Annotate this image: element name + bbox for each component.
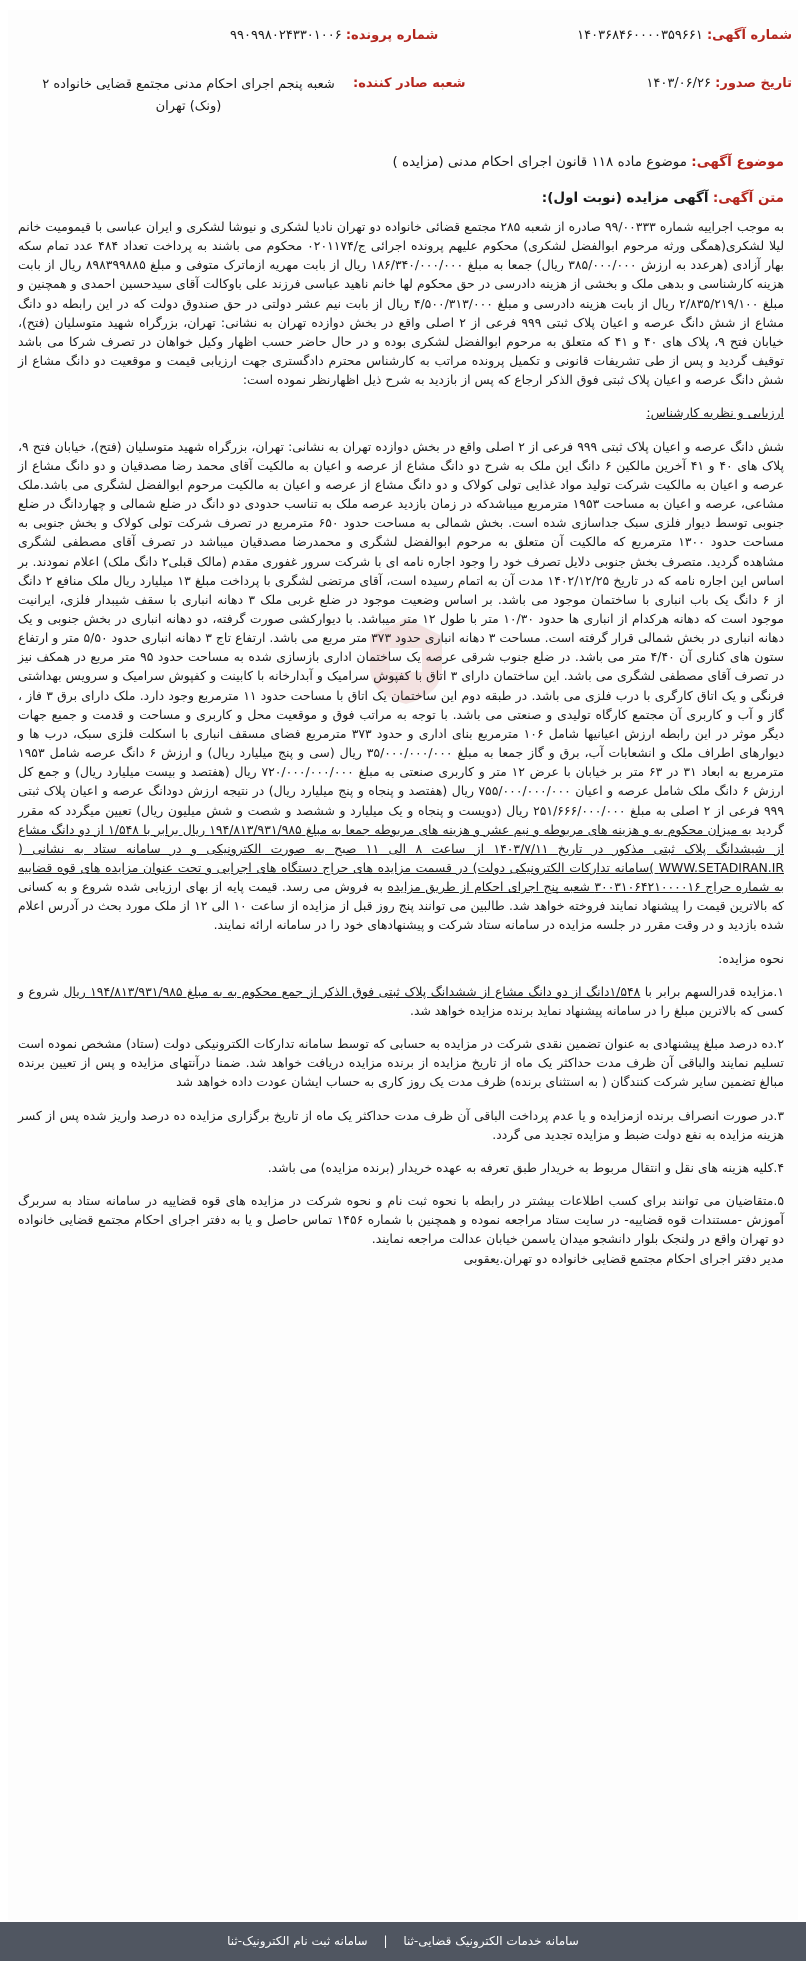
- ad-body: [18, 217, 784, 1268]
- file-number-label: شماره پرونده:: [345, 28, 439, 43]
- file-number-row: [230, 26, 438, 46]
- procedure-item-1: [18, 982, 784, 1020]
- procedure-item-5: ۵.متقاضیان می توانند برای کسب اطلاعات بیشتر در رابطه با نحوه ثبت نام و نحوه شرکت در مزایده های قوه قضاییه در سامانه ستاد به سربرگ آموزش -مستندات قوه قضاییه- در سایت ستاد مراجعه نموده و همچنین با شماره ۱۴۵۶ تماس حاصل و یا به دفتر اجرای احکام مجتمع قضایی خانواده دو تهران واقع در ولنجک بلوار دانشجو میدان یاسمن خیابان عدالت مراجعه نمایند.: [18, 1193, 784, 1247]
- procedure-item-4: ۴.کلیه هزینه های نقل و انتقال مربوط به خریدار طبق تعرفه به عهده خریدار (برنده مزایده) می باشد.: [267, 1159, 784, 1175]
- issue-date: ۱۴۰۳/۰۶/۲۶: [646, 76, 711, 91]
- announcement-page: [8, 10, 798, 1920]
- footer-separator: |: [383, 1934, 388, 1948]
- ad-text-label: متن آگهی:: [712, 190, 784, 206]
- issuing-branch-label: شعبه صادر کننده:: [353, 76, 466, 91]
- issue-date-label: تاریخ صدور:: [715, 76, 792, 91]
- footer-bar: [0, 1922, 806, 1961]
- procedure-item-2: ۲.ده درصد مبلغ پیشنهادی به عنوان تضمین نقدی شرکت در مزایده به حسابی که توسط سامانه تدارکات الکترونیکی دولت (ستاد) مشخص نموده است تسلیم نمایند والباقی آن ظرف مدت حداکثر یک ماه از تاریخ مزایده از برنده مزایده دریافت خواهد شد. ضمنا درآنتهای مزایده و پس از تعیین برنده مبالغ تضمین سایر شرکت کنندگان ( به استثنای برنده) ظرف مدت یک روز کاری به حساب ایشان عودت داده خواهد شد: [18, 1036, 784, 1090]
- ad-text-row: [542, 190, 784, 206]
- subject-label: موضوع آگهی:: [691, 154, 784, 170]
- issue-date-row: [646, 74, 792, 94]
- expert-paragraph-main: شش دانگ عرصه و اعیان پلاک ثبتی ۹۹۹ فرعی از ۲ اصلی واقع در بخش دوازده تهران به نشانی: تهران، بزرگراه شهید متوسلیان (فتح)، خیابان فتح ۹، پلاک های ۴۰ و ۴۱ آخرین مالکین ۶ دانگ این ملک به شرح دو دانگ مشاع از عرصه و اعیان به مالکیت آقای محمد رضا مصدقیان و دو دانگ مشاع از عرصه و اعیان به مالکیت شرکت تولید مواد غذایی تولی کولاک و دو دانگ مشاع از عرصه و اعیان به مالکیت مرحوم ابوالفضل لشگری می باشد.ملک مشاعی، عرصه و اعیان به مساحت ۱۹۵۳ مترمربع میباشدکه در زمان بازدید عرصه ملک به تناسب حدودی دو دانگ در ضلع شمالی و چهاردانگ در ضلع جنوبی توسط دیوار فلزی سبک جداسازی شده است. بخش شمالی به مساحت حدود ۶۵۰ مترمربع در تصرف شرکت تولی کولاک و بخش جنوبی به مساحت حدود ۱۳۰۰ مترمربع که مالکیت آن متعلق به مرحوم ابوالفضل لشگری و محمدرضا مصدقیان میباشد در تصرف آقای مصطفی لشگری مشاهده گردید. متصرف بخش جنوبی دلایل تصرف خود را وجود اجاره نامه ای با شرکت سرور غفوری مقدم (مالک قبلی۲ دانگ ملک) اعلام نمودند. بر اساس این اجاره نامه که در تاریخ ۱۴۰۲/۱۲/۲۵ مدت آن به اتمام رسیده است، آقای مرتضی لشگری با پرداخت مبلغ ۱۳ میلیارد ریال ملک منافع ۲ دانگ از ۶ دانگ یک باب انباری با ساختمان موجود می باشد. بر اساس وضعیت موجود در ضلع غربی ملک ۳ دهانه انباری با سقف شیبدار فلزی، ایرانیت موجود است که دهانه هرکدام از انباری ها حدود ۱۰/۳۰ متر با طول ۱۲ متر میباشد. با دیوارکشی صورت گرفته، دو دهانه انباری در بخش جنوبی و یک دهانه انباری در بخش شمالی قرار گرفته است. مساحت ۳ دهانه انباری حدود ۳۷۳ متر مربع می باشد. ارتفاع تاج ۳ دهانه انباری حدود ۵/۵۰ متر و ارتفاع ستون های کناری آن ۴/۴۰ متر می باشد. در ضلع جنوب شرقی عرصه یک ساختمان اداری بازسازی شده به مساحت حدود ۹۵ متر مربع در همکف نیز در تصرف آقای مصطفی لشگری می باشد. این ساختمان دارای ۳ اتاق با کفپوش سرامیک و آبدارخانه با کابینت و کفپوش سرامیک و سرویس بهداشتی فرنگی و یک اتاق کارگری با درب فلزی می باشد. در طبقه دوم این ساختمان یک اتاق با مساحت حدود ۱۱ مترمربع وجود دارد. ملک دارای برق ۳ فاز ، گاز و آب و کاربری آن مجتمع کارگاه تولیدی و صنعتی می باشد. با توجه به مراتب فوق و موقعیت محل و کاربری و مساحت و قدمت و جمیع جهات دیگر موثر در این رابطه ارزش اعیانیها شامل ۱۰۶ مترمربع بنای اداری و حدود ۳۷۳ مترمربع فضای مسقف انباری با اسکلت فلزی سبک، درب ها و دیوارهای اطراف ملک و انشعابات آب، برق و گاز جمعا به مبلغ ۳۵/۰۰۰/۰۰۰/۰۰۰ ریال (سی و پنج میلیارد ریال) و ارزش ۶ دانگ عرصه شامل ۱۹۵۳ مترمربع به ابعاد ۳۱ در ۶۳ متر بر خیابان با عرض ۱۲ متر و کاربری صنعتی به مبلغ ۷۲۰/۰۰۰/۰۰۰/۰۰۰ ریال (هفتصد و بیست میلیارد ریال) و جمع کل ارزش ۶ دانگ ملک شامل عرصه و اعیان ۷۵۵/۰۰۰/۰۰۰/۰۰۰ ریال (هفتصد و پنجاه و پنج میلیارد ریال) در نتیجه ارزش دودانگ عرصه و اعیان پلاک ثبتی ۹۹۹ فرعی از ۲ اصلی به مبلغ ۲۵۱/۶۶۶/۰۰۰/۰۰۰ ریال (دویست و پنجاه و یک میلیارد و ششصد و شصت و شش میلیون ریال) تعیین میگردد که مقرر گردید: [18, 438, 785, 837]
- subject-row: [392, 154, 784, 170]
- procedure-item-3: ۳.در صورت انصراف برنده ازمزایده و یا عدم پرداخت الباقی آن ظرف مدت حداکثر یک ماه از تاریخ برگزاری مزایده ده درصد واریز شده پس از کسر هزینه مزایده به نفع دولت ضبط و مزایده تجدید می گردد.: [18, 1107, 784, 1142]
- ad-number-label: شماره آگهی:: [706, 28, 792, 43]
- intro-paragraph: به موجب اجراییه شماره ۹۹/۰۰۳۳۳ صادره از شعبه ۲۸۵ مجتمع قضائی خانواده دو تهران نادیا لشکری و نیوشا لشکری و ایران عباسی با قیمومیت خانم لیلا لشکری(همگی ورثه مرحوم ابوالفضل لشکری) محکوم علیهم پرونده اجرائی ج/۰۲۰۱۱۷۴ محکوم می باشند به پرداخت تعداد ۴۸۴ عدد تمام سکه بهار آزادی (هرعدد به ارزش ۳۸۵/۰۰۰/۰۰۰ ریال) جمعا به مبلغ ۱۸۶/۳۴۰/۰۰۰/۰۰۰ ریال از بابت مهریه ازماترک متوفی و مبلغ ۸۹۸۳۹۹۸۸۵ ریال از بابت هزینه کارشناسی و بدهی ملک و بخشی از هزینه دادرسی در حق محکوم لها خانم ناهید عباسی فرزند علی باوکالت آقای سیدحسین احمدی و همچنین و مبلغ ۲/۸۳۵/۲۱۹/۱۰۰ ریال از بابت هزینه دادرسی و مبلغ ۴/۵۰۰/۳۱۳/۰۰۰ ریال از بابت نیم عشر دولتی در حق صندوق دولت که در این رابطه دو دانگ مشاع از شش دانگ عرصه و اعیان پلاک ثبتی ۹۹۹ فرعی از ۲ اصلی واقع در بخش دوازده تهران به نشانی: تهران، بزرگراه شهید متوسلیان (فتح)، خیابان فتح ۹، پلاک های ۴۰ و ۴۱ که متعلق به مرحوم ابوالفضل لشکری بوده و در حال حاضر حسب اظهار وکیل خواهان در تصرف شرکا می باشد توقیف گردید و پس از طی تشریفات قانونی و تکمیل پرونده مراتب به کارشناس محترم دادگستری جهت ارزیابی قیمت و موقعیت دو دانگ مشاع از شش دانگ عرصه و اعیان پلاک ثبتی فوق الذکر ارجاع که پس از بازدید به شرح ذیل اظهارنظر نموده است:: [18, 219, 785, 388]
- footer-link-sana-registration[interactable]: سامانه ثبت نام الکترونیک-ثنا: [227, 1934, 368, 1948]
- expert-paragraph-tail: به فروش می رسد. قیمت پایه از بهای ارزیابی شده شروع و به کسانی که بالاترین قیمت را پیشنهاد نمایند فروخته خواهد شد. طالبین می توانند پنج روز قبل از مزایده از ساعت ۱۰ الی ۱۲ از ملک مورد بحث در آدرس اعلام شده بازدید و در وقت مقرر در جلسه مزایده در سامانه ستاد شرکت و پیشنهادهای خود را در سامانه ارائه نمایند.: [18, 879, 784, 933]
- file-number: ۹۹۰۹۹۸۰۲۴۳۳۰۱۰۰۶: [230, 28, 342, 43]
- item1-underlined: ۱/۵۴۸دانگ از دو دانگ مشاع از ششدانگ پلاک ثبتی فوق الذکر از جمع محکوم به به مبلغ ۱۹۴/۸۱۳/۹۳۱/۹۸۵ ریال: [63, 983, 641, 999]
- issuing-branch: شعبه پنجم اجرای احکام مدنی مجتمع قضایی خانواده ۲ (ونک) تهران: [42, 77, 335, 114]
- footer-link-sana-services[interactable]: سامانه خدمات الکترونیک قضایی-ثنا: [403, 1934, 579, 1948]
- expert-paragraph: [18, 437, 784, 935]
- ad-title: آگهی مزایده (نوبت اول):: [541, 190, 709, 206]
- procedure-heading: نحوه مزایده:: [718, 950, 784, 966]
- ad-number-row: [577, 26, 792, 46]
- expert-heading: ارزیابی و نظریه کارشناس:: [646, 405, 784, 421]
- signature: مدیر دفتر اجرای احکام مجتمع قضایی خانواده دو تهران.یعقوبی: [463, 1250, 784, 1266]
- item1-prefix: ۱.مزایده قدرالسهم برابر با: [644, 983, 784, 999]
- issuing-branch-label-row: [353, 74, 466, 94]
- subject: موضوع ماده ۱۱۸ قانون اجرای احکام مدنی (مزایده ): [392, 154, 687, 170]
- auction-details-underlined: به میزان محکوم به و هزینه های مربوطه و نیم عشر و هزینه های مربوطه جمعا به مبلغ ۱۹۴/۸۱۳/۹۳۱/۹۸۵ ریال برابر با ۱/۵۴۸ از دو دانگ مشاع از شیشدانگ پلاک ثبتی مذکور در تاریخ ۱۴۰۳/۷/۱۱ از ساعت ۸ الی ۱۱ صبح به صورت الکترونیکی و در سامانه ستاد به نشانی ( WWW.SETADIRAN.IR )سامانه تدارکات الکترونیکی دولت) در قسمت مزایده های حراج دستگاه های اجرایی و تحت عنوان مزایده های قوه قضاییه به شماره حراج ۳۰۰۳۱۰۶۴۲۱۰۰۰۰۱۶ شعبه پنج اجرای احکام از طریق مزایده: [18, 821, 785, 895]
- ad-number: ۱۴۰۳۶۸۴۶۰۰۰۰۳۵۹۶۶۱: [577, 28, 703, 43]
- item1-suffix: شروع و کسی که بالاترین مبلغ را در سامانه پیشنهاد نماید برنده مزایده خواهد شد.: [18, 983, 784, 1018]
